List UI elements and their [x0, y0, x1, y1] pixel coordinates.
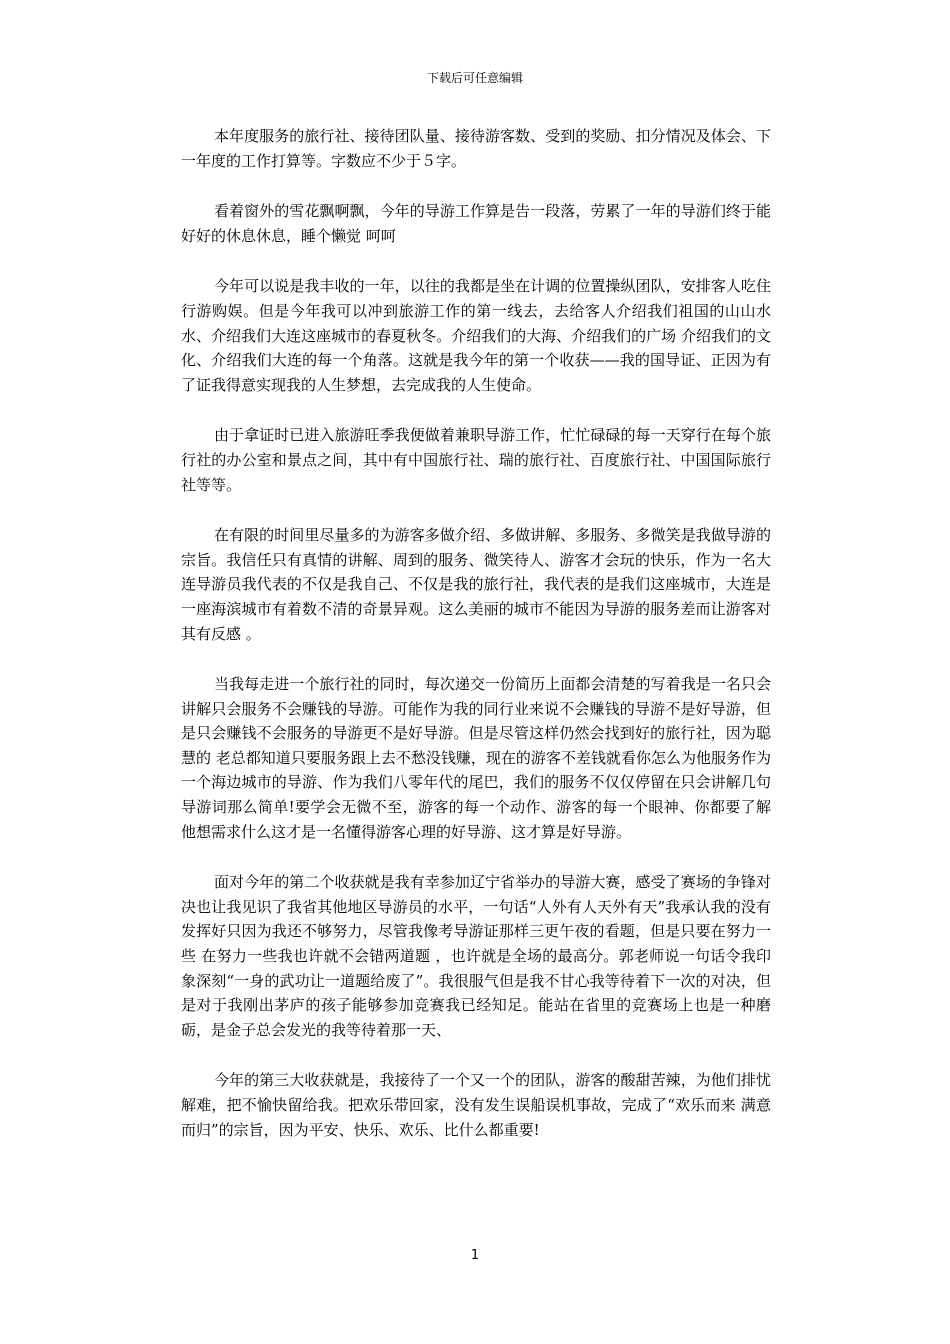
page-header: 下载后可任意编辑: [426, 71, 523, 85]
paragraph-5: 在有限的时间里尽量多的为游客多做介绍、多做讲解、多服务、多微笑是我做导游的宗旨。我信任只有真情的讲解、周到的服务、微笑待人、游客才会玩的快乐，作为一名大连导游员我代表的不仅是我自己、不仅是我的旅行社，我代表的是我们这座城市，大连是一座海滨城市有着数不清的奇景异观。这么美丽的城市不能因为导游的服务差而让游客对其有反感 。: [181, 526, 771, 643]
paragraph-7: 面对今年的第二个收获就是我有幸参加辽宁省举办的导游大赛，感受了赛场的争锋对决也让我见识了我省其他地区导游员的水平，一句话“人外有人天外有天”我承认我的没有发挥好只因为我还不够努力，尽管我像考导游证那样三更午夜的看题，但是只要在努力一些 在努力一些我也许就不会错两道题 ，也许就是全场的最高分。郭老师说一句话令我印象深刻“一身的武功让一道题给废了”。我很服气但是我不甘心我等待着下一次的对决，但是对于我刚出茅庐的孩子能够参加竞赛我已经知足。能站在省里的竞赛场上也是一种磨砺，是金子总会发光的我等待着那一天、: [181, 873, 771, 1039]
paragraph-2: 看着窗外的雪花飘啊飘，今年的导游工作算是告一段落，劳累了一年的导游们终于能好好的休息休息，睡个懒觉 呵呵: [181, 202, 771, 245]
paragraph-3: 今年可以说是我丰收的一年，以往的我都是坐在计调的位置操纵团队，安排客人吃住行游购娱。但是今年我可以冲到旅游工作的第一线去，去给客人介绍我们祖国的山山水水、介绍我们大连这座城市的春夏秋冬。介绍我们的大海、介绍我们的广场 介绍我们的文化、介绍我们大连的每一个角落。这就是我今年的第一个收获——我的国导证、正因为有了证我得意实现我的人生梦想，去完成我的人生使命。: [181, 277, 771, 394]
paragraph-4: 由于拿证时已进入旅游旺季我便做着兼职导游工作，忙忙碌碌的每一天穿行在每个旅行社的办公室和景点之间，其中有中国旅行社、瑞的旅行社、百度旅行社、中国国际旅行社等等。: [181, 426, 771, 494]
paragraph-6: 当我每走进一个旅行社的同时，每次递交一份简历上面都会清楚的写着我是一名只会讲解只会服务不会赚钱的导游。可能作为我的同行业来说不会赚钱的导游不是好导游，但是只会赚钱不会服务的导游更不是好导游。但是尽管这样仍然会找到好的旅行社，因为聪慧的 老总都知道只要服务跟上去不愁没钱赚，现在的游客不差钱就看你怎么为他服务作为一个海边城市的导游、作为我们八零年代的尾巴，我们的服务不仅仅停留在只会讲解几句导游词那么简单!要学会无微不至，游客的每一个动作、游客的每一个眼神、你都要了解他想需求什么这才是一名懂得游客心理的好导游、这才算是好导游。: [181, 675, 771, 841]
paragraph-1: 本年度服务的旅行社、接待团队量、接待游客数、受到的奖励、扣分情况及体会、下一年度的工作打算等。字数应不少于５字。: [181, 127, 771, 170]
paragraph-8: 今年的第三大收获就是，我接待了一个又一个的团队，游客的酸甜苦辣，为他们排忧解难，把不愉快留给我。把欢乐带回家，没有发生误船误机事故，完成了“欢乐而来 满意而归”的宗旨，因为平安、快乐、欢乐、比什么都重要!: [181, 1071, 771, 1139]
page-number: 1: [470, 1248, 480, 1263]
document-body: [181, 124, 771, 1168]
